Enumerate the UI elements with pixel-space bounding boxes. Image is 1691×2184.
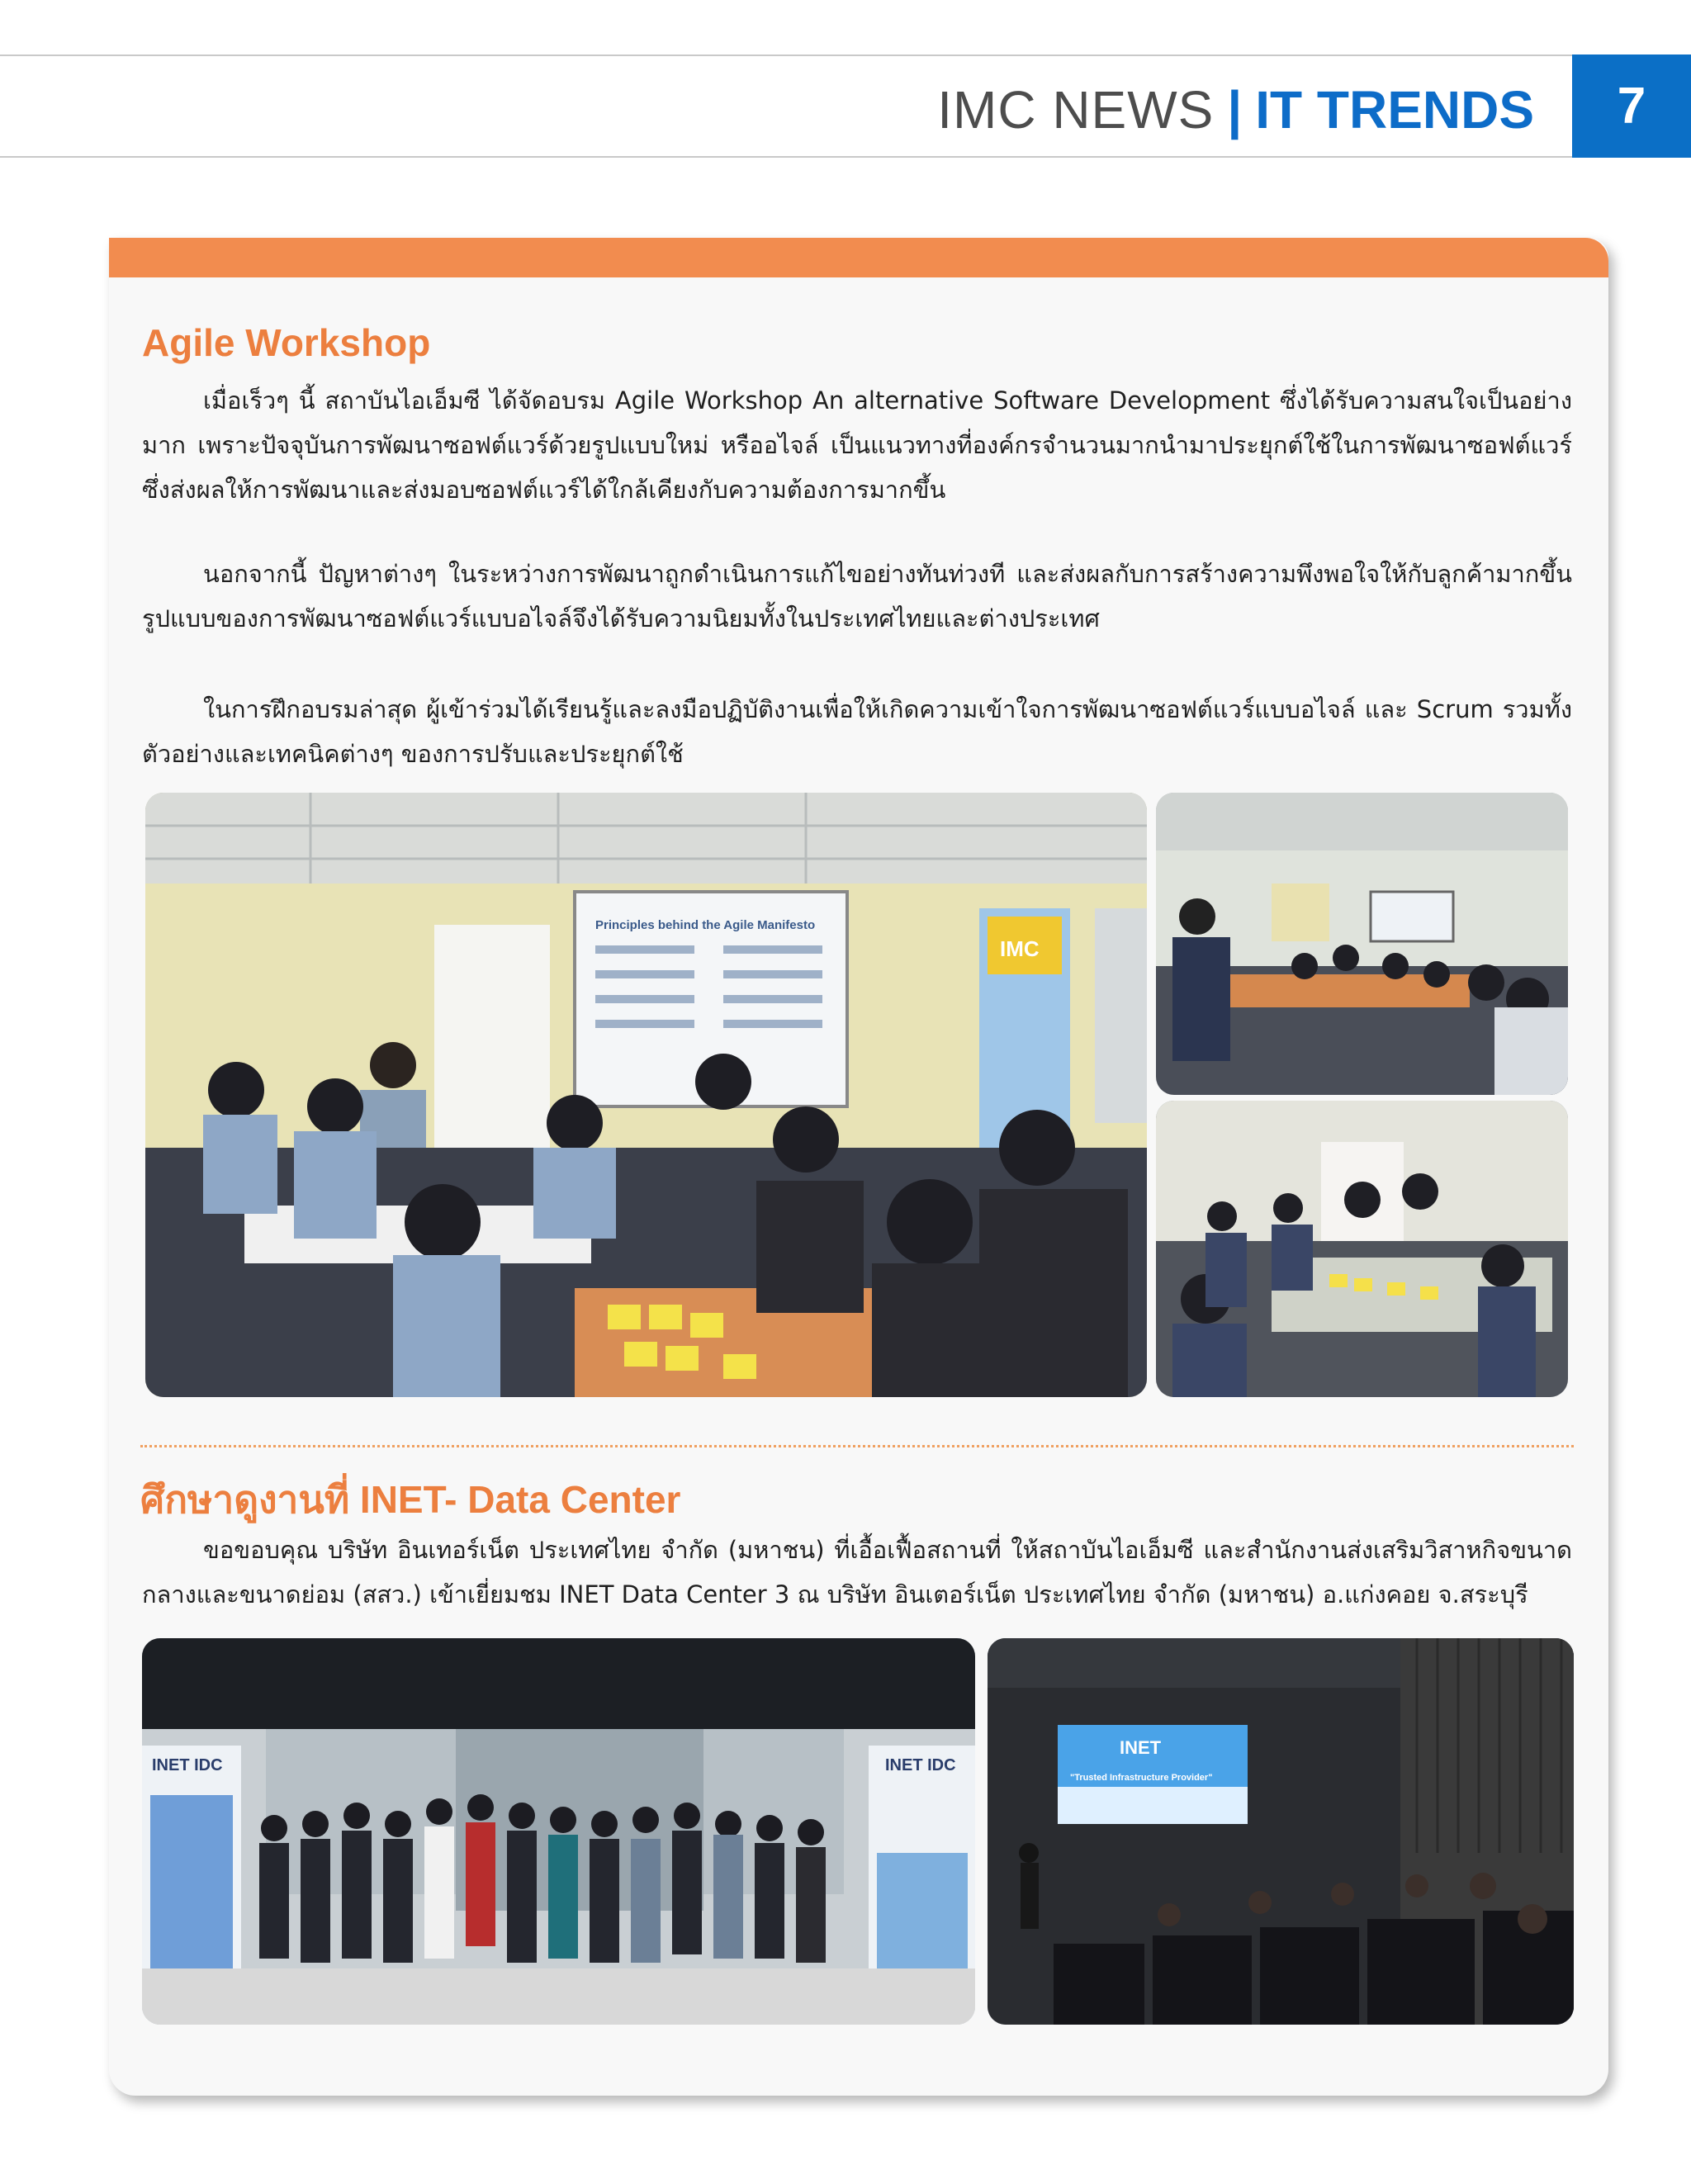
page-number: 7	[1572, 54, 1691, 158]
header-bottom-rule	[0, 156, 1575, 158]
screen-logo: INET	[1120, 1737, 1162, 1758]
slide-title: Principles behind the Agile Manifesto	[595, 918, 816, 932]
screen-tagline: "Trusted Infrastructure Provider"	[1070, 1773, 1213, 1783]
inet-presentation-photo	[988, 1638, 1574, 2025]
header-top-rule	[0, 54, 1575, 56]
workshop-photo-room	[1156, 793, 1568, 1095]
header-separator: |	[1227, 80, 1243, 140]
workshop-main-photo	[145, 793, 1147, 1397]
agile-paragraph-1: เมื่อเร็วๆ นี้ สถาบันไอเอ็มซี ได้จัดอบรม Agile Workshop An alternative Software Development ซึ่งได้รับความสนใจเป็นอย่างมาก เพราะปัจจุบันการพัฒนาซอฟต์แวร์ด้วยรูปแบบใหม่ หรืออไจล์ เป็นแนวทางที่องค์กรจำนวนมากนำมาประยุกต์ใช้ในการพัฒนาซอฟต์แวร์ ซึ่งส่งผลให้การพัฒนาและส่งมอบซอฟต์แวร์ได้ใกล้เคียงกับความต้องการมากขึ้น	[142, 386, 1572, 504]
banner-brand: IMC	[1000, 936, 1040, 961]
section-divider	[140, 1445, 1574, 1447]
agile-paragraph-2: นอกจากนี้ ปัญหาต่างๆ ในระหว่างการพัฒนาถูกดำเนินการแก้ไขอย่างทันท่วงที และส่งผลกับการสร้างความพึงพอใจให้กับลูกค้ามากขึ้น รูปแบบของการพัฒนาซอฟต์แวร์แบบอไจล์จึงได้รับความนิยมทั้งในประเทศไทยและต่างประเทศ	[142, 560, 1572, 632]
publication-name: IMC NEWS	[937, 80, 1215, 140]
inet-group-photo	[142, 1638, 975, 2025]
standee-left-label: INET IDC	[152, 1756, 223, 1774]
standee-right-label: INET IDC	[885, 1756, 956, 1774]
running-header	[937, 73, 1534, 147]
workshop-photo-activity	[1156, 1101, 1568, 1397]
section-name: IT TRENDS	[1255, 80, 1534, 140]
card-top-bar	[109, 238, 1608, 277]
agile-paragraph-3: ในการฝึกอบรมล่าสุด ผู้เข้าร่วมได้เรียนรู้และลงมือปฏิบัติงานเพื่อให้เกิดความเข้าใจการพัฒนาซอฟต์แวร์แบบอไจล์ และ Scrum รวมทั้งตัวอย่างและเทคนิคต่างๆ ของการปรับและประยุกต์ใช้	[142, 695, 1572, 768]
agile-workshop-title: Agile Workshop	[142, 321, 431, 364]
inet-data-center-title: ศึกษาดูงานที่ INET- Data Center	[140, 1478, 681, 1521]
inet-paragraph: ขอขอบคุณ บริษัท อินเทอร์เน็ต ประเทศไทย จำกัด (มหาชน) ที่เอื้อเฟื้อสถานที่ ให้สถาบันไอเอ็มซี และสำนักงานส่งเสริมวิสาหกิจขนาดกลางและขนาดย่อม (สสว.) เข้าเยี่ยมชม INET Data Center 3 ณ บริษัท อินเตอร์เน็ต ประเทศไทย จำกัด (มหาชน) อ.แก่งคอย จ.สระบุรี	[142, 1536, 1572, 1608]
